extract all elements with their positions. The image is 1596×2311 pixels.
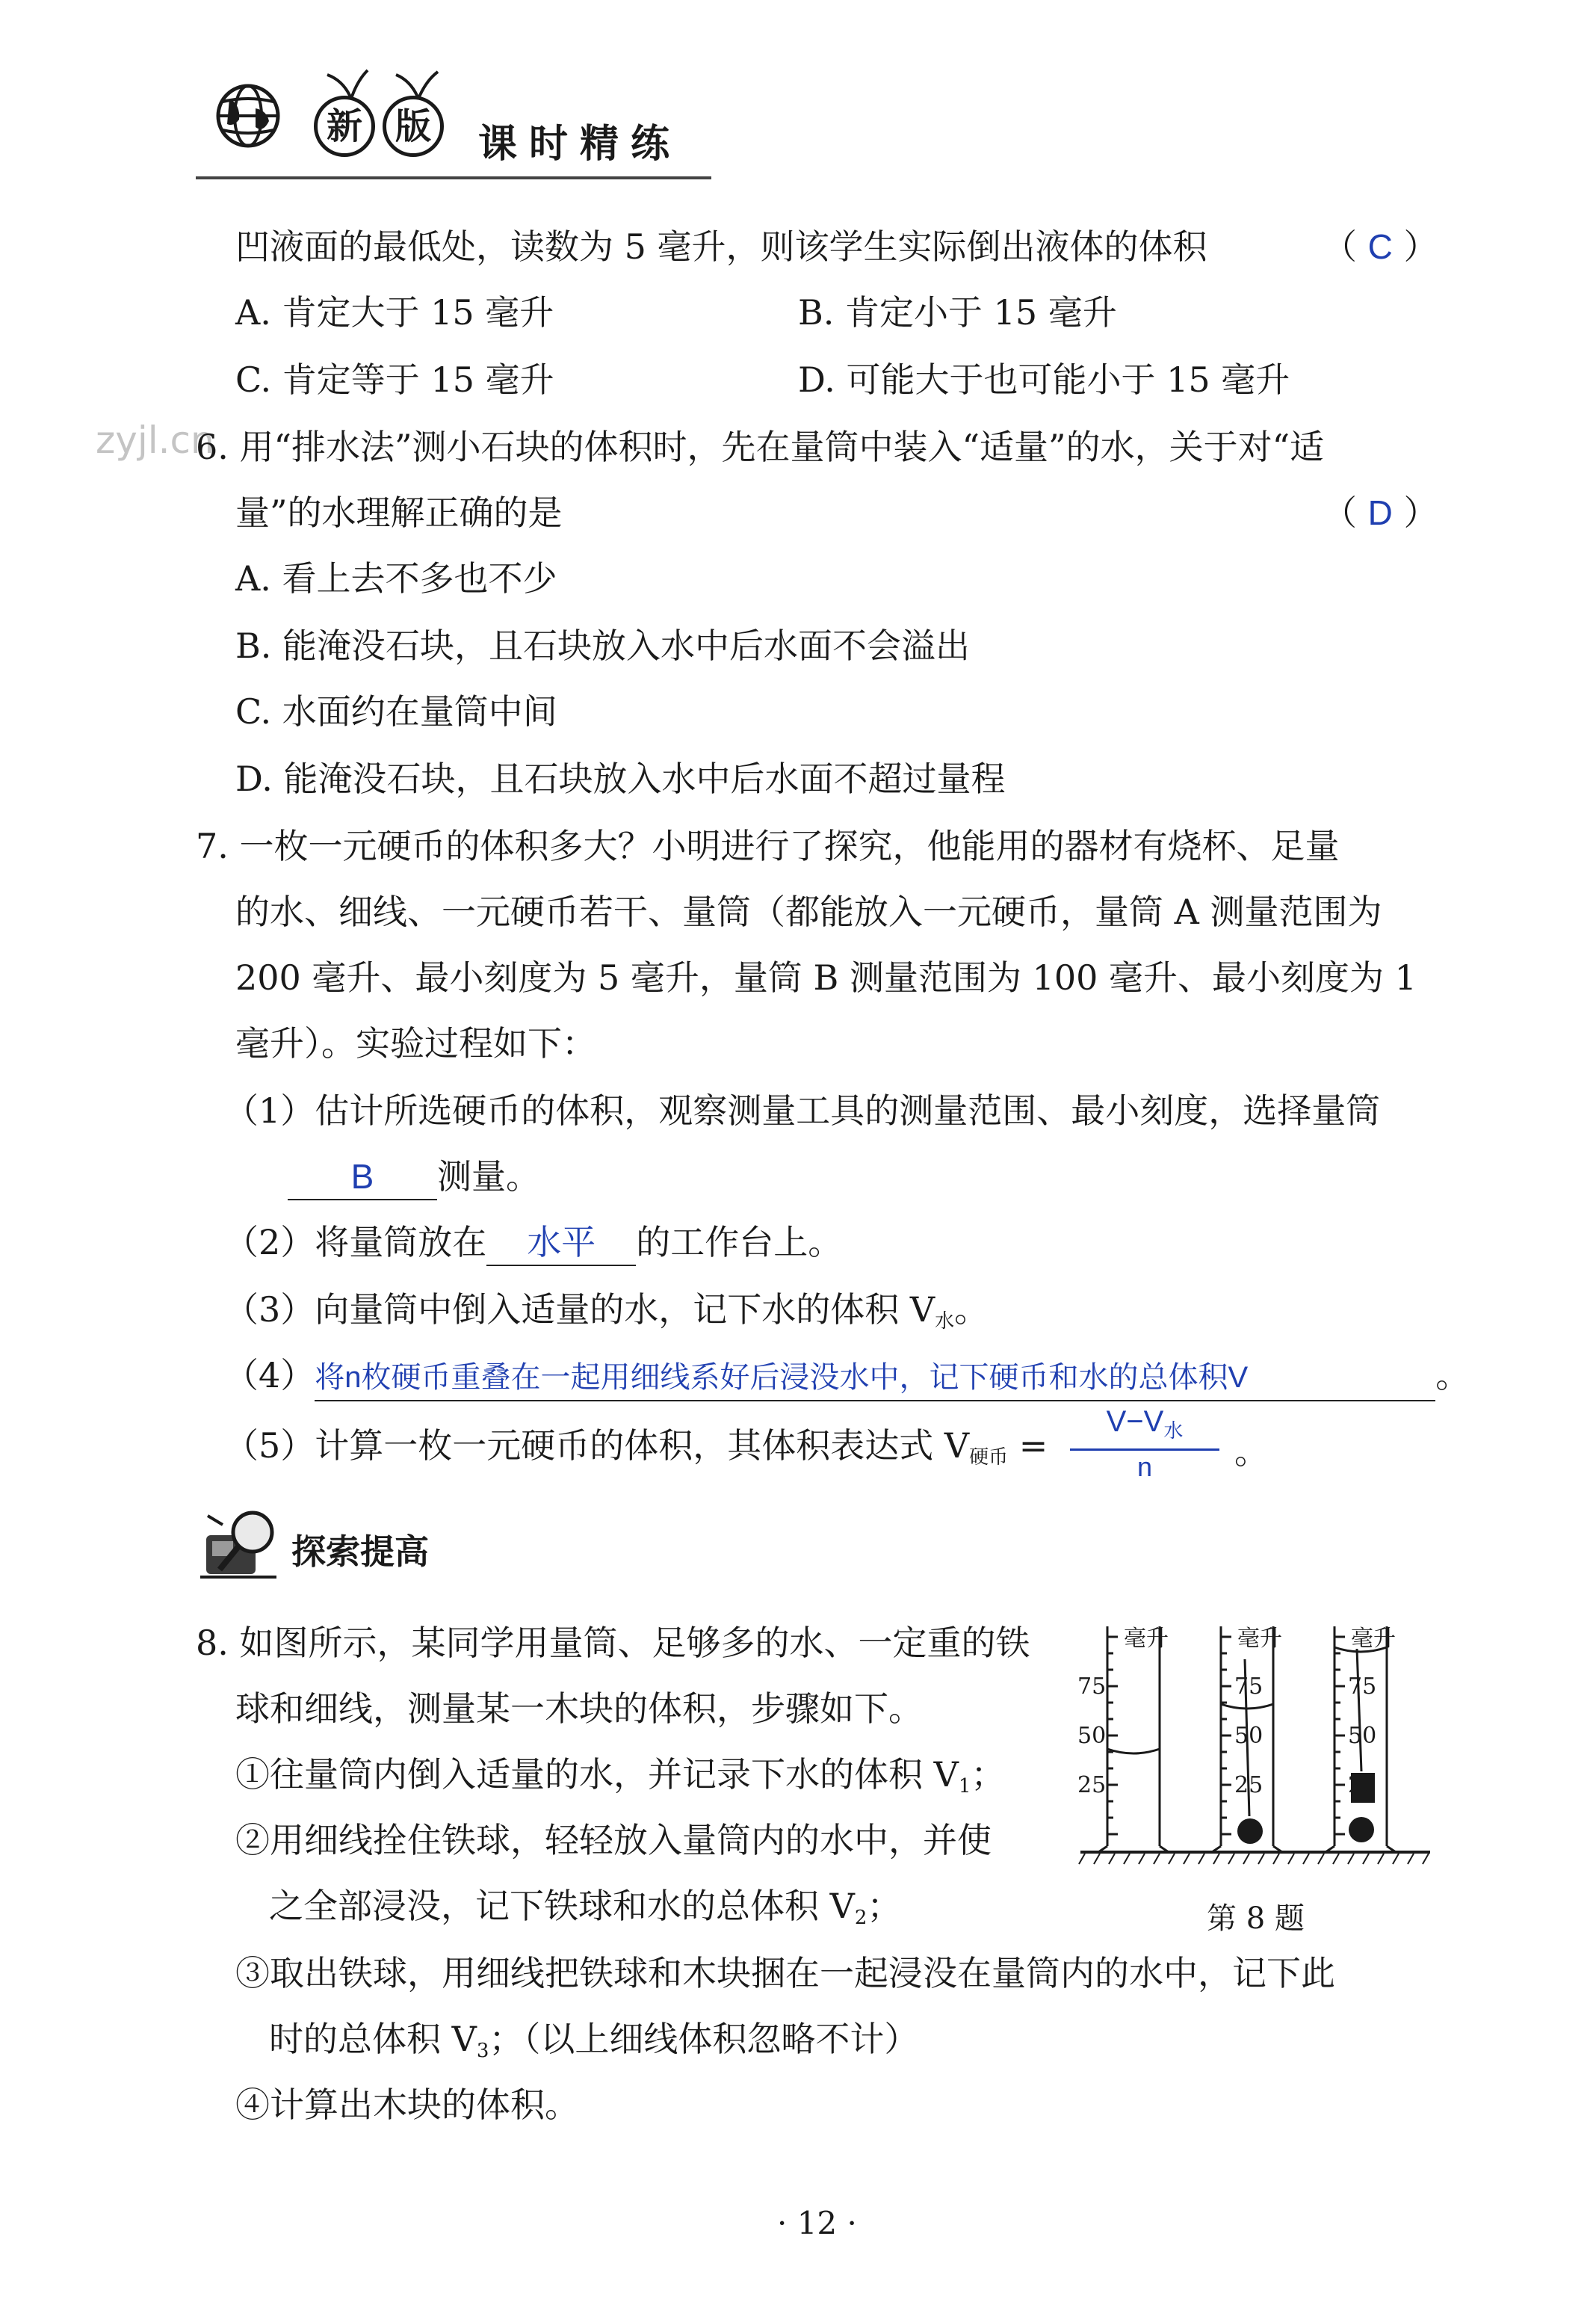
q6-stem-line1: 6. 用“排水法”测小石块的体积时，先在量筒中装入“适量”的水，关于对“适: [196, 427, 1325, 467]
fig-tick-75-c: 75: [1348, 1673, 1377, 1700]
q8-figure-cylinders: [1076, 1614, 1435, 1869]
globe-icon: [211, 75, 285, 157]
q7-step3: [224, 1287, 989, 1344]
q8-step3-line2: 时的总体积 $V_3$；（以上细线体积忽略不计）: [269, 2019, 919, 2062]
q7-step1-blank: B: [288, 1154, 437, 1200]
q7-step1-tail: 测量。: [437, 1156, 540, 1197]
q7-step2-blank: 水平: [486, 1220, 636, 1266]
q5-option-b: B. 肯定小于 15 毫升: [798, 292, 1117, 333]
q8-step2-line2: 之全部浸没，记下铁球和水的总体积 $V_2$；: [269, 1886, 902, 1929]
q7-step4: [224, 1353, 1470, 1401]
fig-tick-75-b: 75: [1234, 1673, 1264, 1700]
q8-step2-line1: ②用细线拴住铁球，轻轻放入量筒内的水中，并使: [235, 1820, 992, 1860]
q7-step5-sub: 硬币: [969, 1446, 1009, 1469]
q6-option-a: A. 看上去不多也不少: [235, 558, 557, 599]
q8-step3-line1: ③取出铁球，用细线把铁球和木块捆在一起浸没在量筒内的水中，记下此: [235, 1953, 1335, 1993]
q6-option-c: C. 水面约在量筒中间: [235, 691, 557, 732]
q7-stem-line2: 的水、细线、一元硬币若干、量筒（都能放入一元硬币，量筒 A 测量范围为: [235, 892, 1382, 932]
q5-option-d: D. 可能大于也可能小于 15 毫升: [798, 360, 1290, 400]
q5-answer: C: [1367, 227, 1393, 266]
q7-step5-fraction: [1070, 1405, 1219, 1487]
q7-step1: （1）估计所选硬币的体积，观察测量工具的测量范围、最小刻度，选择量筒: [224, 1090, 1381, 1131]
q7-fraction-bar: [1070, 1448, 1219, 1451]
header-badge-ban: 版: [383, 96, 444, 157]
q7-step2-head: （2）将量筒放在: [224, 1222, 487, 1262]
q6-answer: D: [1367, 493, 1393, 532]
header-rule: [196, 176, 711, 179]
q7-stem-line4: 毫升）。实验过程如下：: [235, 1023, 596, 1064]
page-number: · 12 ·: [777, 2205, 857, 2241]
explore-icon: [193, 1502, 282, 1585]
q6-stem-line2: 量”的水理解正确的是: [235, 493, 563, 533]
q7-step5: [224, 1423, 1048, 1480]
q5-stem: 凹液面的最低处，读数为 5 毫升，则该学生实际倒出液体的体积: [235, 226, 1207, 267]
fig-tick-50-c: 50: [1348, 1723, 1377, 1749]
q7-stem-line1: 7. 一枚一元硬币的体积多大？小明进行了探究，他能用的器材有烧杯、足量: [196, 826, 1340, 866]
q7-stem-line3: 200 毫升、最小刻度为 5 毫升，量筒 B 测量范围为 100 毫升、最小刻度为 1: [235, 957, 1417, 998]
fig-unit-3: 毫升: [1351, 1626, 1396, 1652]
q7-step3-sub: 水: [935, 1310, 955, 1333]
q8-stem-line1: 8. 如图所示，某同学用量筒、足够多的水、一定重的铁: [196, 1623, 1030, 1663]
q7-step4-blank: 将n枚硬币重叠在一起用细线系好后浸没水中，记下硬币和水的总体积V: [315, 1355, 1435, 1401]
header-badge-xin: 新: [314, 96, 375, 157]
q5-option-a: A. 肯定大于 15 毫升: [235, 292, 554, 333]
q7-step4-tail: 。: [1435, 1355, 1470, 1395]
q7-step2: [224, 1220, 842, 1266]
q8-step1: ①往量筒内倒入适量的水，并记录下水的体积 $V_1$；: [235, 1754, 1006, 1798]
q7-step5-head: （5）计算一枚一元硬币的体积，其体积表达式 V: [224, 1425, 970, 1466]
q7-step3-head: （3）向量筒中倒入适量的水，记下水的体积 V: [224, 1289, 935, 1330]
q6-answer-box: （ D ）: [1323, 493, 1438, 533]
fig-tick-75-a: 75: [1077, 1673, 1107, 1700]
fig-unit-2: 毫升: [1237, 1626, 1282, 1652]
q7-step4-head: （4）: [224, 1355, 315, 1395]
q5-option-c: C. 肯定等于 15 毫升: [235, 360, 554, 400]
q7-step1-answer-line: [288, 1154, 540, 1200]
q6-option-d: D. 能淹没石块，且石块放入水中后水面不超过量程: [235, 759, 1006, 799]
q7-fraction-numerator: $V-V_水$: [1106, 1405, 1184, 1442]
section-title: 探索提高: [291, 1531, 429, 1572]
header-title: 课时精练: [478, 122, 682, 167]
q5-answer-box: （ C ）: [1323, 226, 1438, 267]
q7-step2-tail: 的工作台上。: [636, 1222, 843, 1262]
q8-step4: ④计算出木块的体积。: [235, 2085, 579, 2125]
fig-tick-25-b: 25: [1234, 1772, 1264, 1798]
q7-fraction-denominator: n: [1136, 1451, 1153, 1482]
q8-figure-caption: 第 8 题: [1207, 1901, 1305, 1936]
fig-tick-25-a: 25: [1077, 1772, 1107, 1798]
q7-step5-tail: 。: [1234, 1431, 1269, 1472]
q6-option-b: B. 能淹没石块，且石块放入水中后水面不会溢出: [235, 626, 971, 666]
watermark: zyjl.cn: [96, 419, 214, 462]
fig-tick-25-c: 25: [1348, 1772, 1377, 1798]
fig-tick-50-b: 50: [1234, 1723, 1264, 1749]
fig-unit-1: 毫升: [1124, 1626, 1169, 1652]
q7-step3-tail: 。: [954, 1289, 989, 1330]
sprout-icon: [321, 66, 448, 100]
q7-step5-eq: =: [1008, 1425, 1048, 1466]
q8-stem-line2: 球和细线，测量某一木块的体积，步骤如下。: [235, 1688, 923, 1729]
fig-tick-50-a: 50: [1077, 1723, 1107, 1749]
